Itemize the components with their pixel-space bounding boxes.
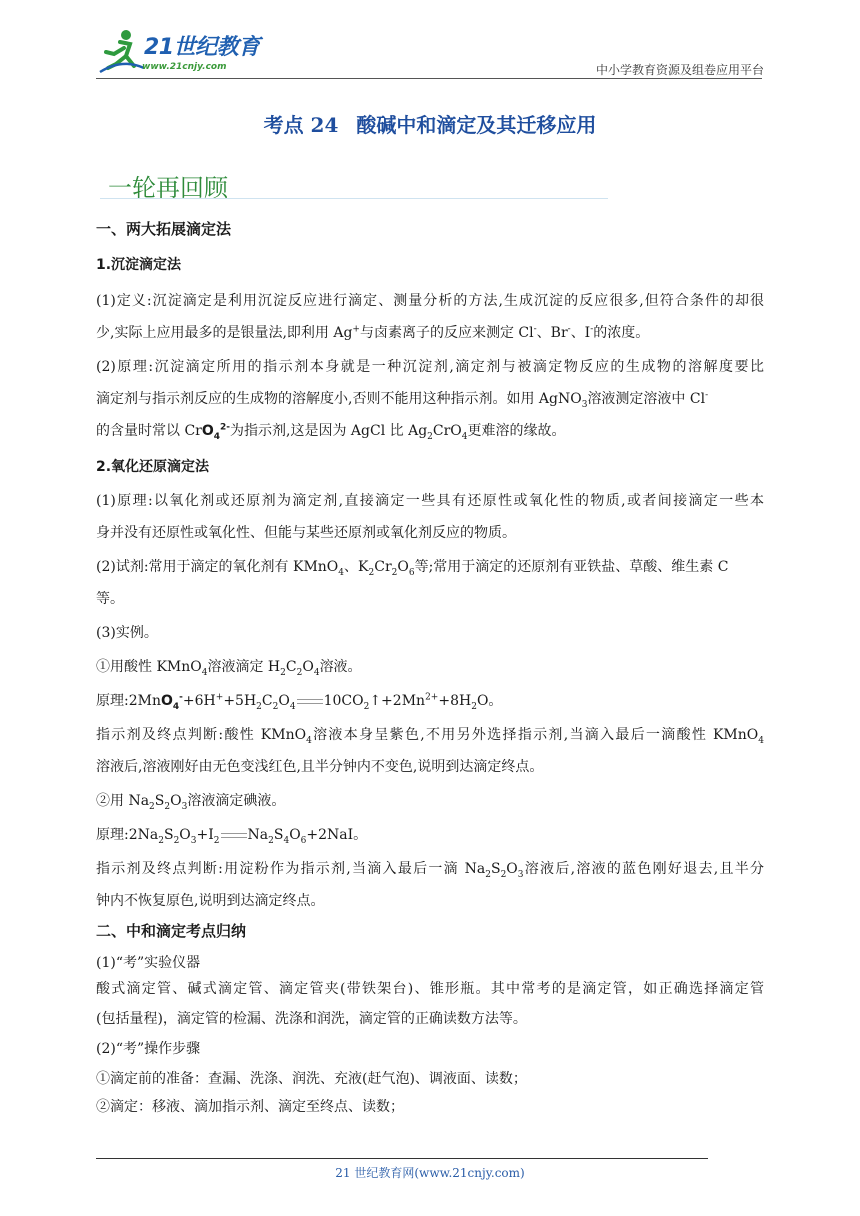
site-logo	[96, 28, 266, 78]
page-title	[0, 109, 860, 138]
paragraph-line: 等。	[96, 591, 124, 607]
paragraph-line: (2)“考”操作步骤	[96, 1041, 201, 1057]
footer-divider	[96, 1158, 708, 1159]
header-divider	[96, 78, 762, 79]
paragraph-line: 滴定剂与指示剂反应的生成物的溶解度小,否则不能用这种指示剂。如用 AgNO$_3$溶液测定溶液中 Cl-	[96, 390, 709, 410]
heading-precipitation: 1.沉淀滴定法	[96, 257, 182, 273]
paragraph-line: 的含量时常以 CrO$_4^{2-}$为指示剂,这是因为 AgCl 比 $Ag_2CrO_4$更难溶的缘故。	[96, 422, 566, 442]
example-line: ②用 $Na_2S_2O_3$溶液滴定碘液。	[96, 793, 286, 812]
paragraph-line: 身并没有还原性或氧化性、但能与某些还原剂或氧化剂反应的物质。	[96, 525, 516, 541]
paragraph-line: 酸式滴定管、碱式滴定管、滴定管夹(带铁架台)、锥形瓶。其中常考的是滴定管，如正确选择滴定管	[96, 981, 764, 997]
heading-redox: 2.氧化还原滴定法	[96, 459, 210, 475]
banner-divider	[100, 198, 608, 199]
paragraph-line: 溶液后,溶液刚好由无色变浅红色,且半分钟内不变色,说明到达滴定终点。	[96, 759, 544, 775]
paragraph-line: (3)实例。	[96, 625, 158, 641]
platform-name: 中小学教育资源及组卷应用平台	[595, 63, 764, 77]
paragraph-line: ②滴定：移液、滴加指示剂、滴定至终点、读数；	[96, 1099, 404, 1115]
paragraph-line: ①滴定前的准备：查漏、洗涤、润洗、充液(赶气泡)、调液面、读数；	[96, 1071, 527, 1087]
heading-2: 二、中和滴定考点归纳	[96, 922, 247, 940]
title-number: 考点 24	[263, 113, 339, 137]
paragraph-line: (2)试剂:常用于滴定的氧化剂有 KMnO$_4$、$K_2Cr_2O_6$等;常用于滴定的还原剂有亚铁盐、草酸、维生素 C	[96, 559, 729, 578]
paragraph-line: (2)原理:沉淀滴定所用的指示剂本身就是一种沉淀剂,滴定剂与被滴定物反应的生成物的溶解度要比	[96, 359, 764, 375]
paragraph-line: (1)“考”实验仪器	[96, 955, 201, 971]
example-line: ①用酸性 KMnO$_4$溶液滴定 $H_2C_2O_4$溶液。	[96, 659, 362, 678]
paragraph-line: 指示剂及终点判断:用淀粉作为指示剂,当滴入最后一滴 $Na_2S_2O_3$溶液后,溶液的蓝色刚好退去,且半分	[96, 861, 764, 880]
paragraph-line: (1)原理:以氧化剂或还原剂为滴定剂,直接滴定一些具有还原性或氧化性的物质,或者间接滴定一些本	[96, 493, 764, 509]
equals-sign	[221, 833, 247, 838]
runner-logo-icon	[96, 28, 146, 74]
equation-line: 原理$:2Na_2S_2O_3+I_2$ $Na_2S_4O_6+2NaI$。	[96, 827, 368, 846]
paragraph-line: 指示剂及终点判断:酸性 KMnO$_4$溶液本身呈紫色,不用另外选择指示剂,当滴入最后一滴酸性 KMnO$_4$	[96, 727, 764, 746]
paragraph-line: (包括量程)，滴定管的检漏、洗涤和润洗，滴定管的正确读数方法等。	[96, 1011, 527, 1027]
equation-line: 原理$:2MnO_4^-+6H^++5H_2C_2O_4$ $10CO_2↑+2Mn^{2+}+8H_2O$。	[96, 692, 503, 712]
heading-1: 一、两大拓展滴定法	[96, 220, 232, 238]
equals-sign	[297, 699, 323, 704]
paragraph-line: 钟内不恢复原色,说明到达滴定终点。	[96, 893, 325, 909]
paragraph-line: (1)定义:沉淀滴定是利用沉淀反应进行滴定、测量分析的方法,生成沉淀的反应很多,但符合条件的却很	[96, 293, 764, 309]
page-header	[96, 28, 764, 80]
page-footer: 21 世纪教育网(www.21cnjy.com)	[335, 1166, 525, 1180]
logo-text: 21世纪教育	[144, 35, 260, 60]
paragraph-line: 少,实际上应用最多的是银量法,即利用 Ag+与卤素离子的反应来测定 Cl-、Br-、I-的浓度。	[96, 324, 650, 341]
section-banner: 一轮再回顾	[108, 174, 228, 202]
logo-url: www.21cnjy.com	[142, 62, 227, 72]
title-text: 酸碱中和滴定及其迁移应用	[356, 113, 597, 137]
